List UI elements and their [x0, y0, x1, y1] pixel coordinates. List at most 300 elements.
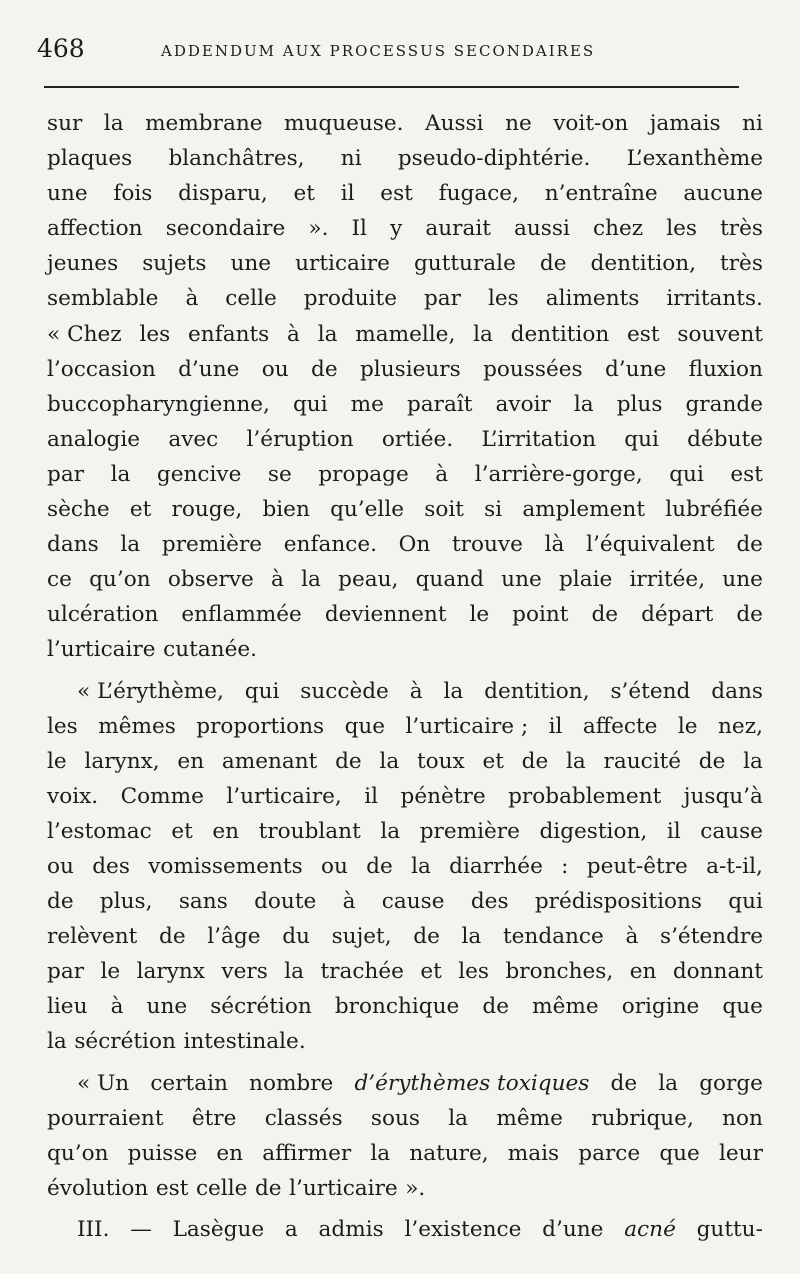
text-line — [47, 1212, 763, 1247]
word: larynx — [136, 959, 205, 985]
word: ». — [405, 1175, 426, 1201]
word: dentition, — [590, 251, 696, 277]
word: en — [177, 748, 205, 774]
word: nature, — [409, 1140, 489, 1166]
paragraph — [47, 106, 763, 668]
word: soit — [424, 497, 464, 523]
word: des — [92, 853, 130, 879]
word: gorge — [699, 1070, 763, 1096]
word: le — [469, 602, 490, 628]
word: bronchique — [334, 994, 460, 1020]
word: l’urticaire — [47, 637, 156, 663]
word: guttu- — [696, 1216, 763, 1242]
word: ou — [47, 853, 74, 879]
word: jeunes — [47, 251, 119, 277]
text-line — [47, 849, 763, 884]
page-number: 468 — [37, 34, 85, 63]
word: admis — [318, 1216, 384, 1242]
word: s’étend — [610, 678, 691, 704]
word: la — [301, 567, 321, 593]
word: être — [191, 1105, 237, 1131]
word: prédispositions — [534, 889, 702, 915]
running-title: ADDENDUM AUX PROCESSUS SECONDAIRES — [161, 42, 596, 60]
text-line — [47, 352, 763, 387]
word: sujet, — [331, 924, 392, 950]
word: la — [103, 111, 124, 136]
word: est — [155, 1175, 189, 1201]
word: première — [161, 532, 263, 558]
word: dentition, — [484, 678, 590, 704]
word: observe — [167, 567, 254, 593]
word: en — [212, 818, 240, 844]
word: origine — [621, 994, 700, 1020]
text-line — [47, 1066, 763, 1101]
word: très — [720, 216, 763, 242]
word: fugace, — [438, 181, 519, 207]
word: la — [658, 1070, 679, 1096]
word: jusqu’à — [683, 783, 763, 809]
word: enfance. — [283, 532, 377, 558]
word: qui — [292, 391, 328, 417]
word: fluxion — [688, 356, 763, 382]
word: poussées — [483, 356, 583, 382]
word: Il — [351, 216, 367, 242]
word: plaie — [558, 567, 613, 593]
word: celle — [225, 286, 277, 312]
word: a — [284, 1216, 298, 1242]
word: qui — [244, 678, 280, 704]
word: l’éruption — [246, 426, 354, 452]
word: leur — [718, 1140, 763, 1166]
word: les — [47, 713, 78, 739]
word: — — [130, 1216, 152, 1242]
word: il — [666, 818, 681, 844]
word: s’étendre — [659, 924, 763, 950]
text-line — [47, 281, 763, 316]
word: a-t-il, — [706, 853, 763, 879]
word: buccopharyngienne, — [47, 391, 270, 417]
word: mais — [507, 1140, 560, 1166]
word: de — [610, 1070, 638, 1096]
word: de — [521, 748, 549, 774]
word: Lasègue — [172, 1216, 265, 1242]
word: affection — [47, 216, 143, 242]
word: classés — [264, 1105, 343, 1131]
word: ulcération — [47, 602, 159, 628]
word: III. — [77, 1216, 110, 1242]
word: la — [379, 748, 400, 774]
word: ». — [308, 216, 329, 242]
text-line — [47, 562, 763, 597]
word: urticaire — [295, 251, 390, 277]
word: se — [267, 461, 292, 487]
text-line — [47, 884, 763, 919]
word: qui — [728, 889, 763, 915]
word: la — [317, 321, 338, 347]
word: ce — [47, 567, 72, 593]
word: il — [340, 181, 355, 207]
word: la — [443, 678, 464, 704]
word: la — [473, 321, 493, 347]
word: le — [677, 713, 698, 739]
word: souvent — [677, 321, 763, 347]
word: troublant — [258, 818, 361, 844]
word: aliments — [545, 286, 640, 312]
word: aussi — [514, 216, 570, 242]
word: par — [47, 461, 85, 487]
word: la — [743, 748, 763, 774]
word: larynx, — [84, 748, 160, 774]
word: à — [409, 678, 423, 704]
word: point — [512, 602, 569, 628]
word: gencive — [156, 461, 242, 487]
word: de — [736, 602, 763, 628]
word: à — [185, 286, 199, 312]
word: la — [448, 1105, 469, 1131]
word: grande — [685, 391, 763, 417]
word: les — [488, 286, 519, 312]
text-line — [47, 709, 763, 744]
word: que — [659, 1140, 700, 1166]
word: qui — [669, 461, 704, 487]
word: peau, — [338, 567, 399, 593]
word: nombre — [249, 1070, 334, 1096]
text-line — [47, 1171, 763, 1206]
word: la — [573, 391, 594, 417]
word: de — [159, 924, 186, 950]
word: ne — [505, 111, 532, 136]
word: sèche — [47, 497, 110, 523]
word: nez, — [718, 713, 763, 739]
word: plusieurs — [359, 356, 461, 382]
word: fois — [113, 181, 153, 207]
word: gutturale — [413, 251, 516, 277]
word: mêmes — [98, 713, 176, 739]
word: dentition — [510, 321, 610, 347]
word: me — [350, 391, 384, 417]
word: bronches, — [505, 959, 614, 985]
word: à — [287, 321, 300, 347]
text-line — [47, 989, 763, 1024]
word: pseudo-diphtérie. — [397, 146, 591, 172]
word: enfants — [188, 321, 270, 347]
word: l’urticaire, — [226, 783, 342, 809]
text-line — [47, 317, 763, 352]
word: d’une — [604, 356, 667, 382]
word: qu’on — [47, 1140, 109, 1166]
word: Comme — [120, 783, 204, 809]
text-line — [47, 387, 763, 422]
word: vomissements — [148, 853, 303, 879]
word: peut-être — [586, 853, 688, 879]
word: la — [110, 461, 131, 487]
word: il — [548, 713, 563, 739]
word: n’entraîne — [544, 181, 658, 207]
word: une — [230, 251, 272, 277]
word: l’estomac — [47, 818, 152, 844]
word: et — [420, 959, 442, 985]
word: de — [254, 1175, 282, 1201]
word: trouve — [452, 532, 523, 558]
paragraph — [47, 1212, 763, 1247]
word: ou — [261, 356, 289, 382]
word: pourraient — [47, 1105, 164, 1131]
word: du — [282, 924, 310, 950]
text-line — [47, 527, 763, 562]
word: bien — [262, 497, 310, 523]
word: rubrique, — [591, 1105, 694, 1131]
word: amenant — [221, 748, 318, 774]
word: rouge, — [171, 497, 243, 523]
word: par — [423, 286, 462, 312]
text-line — [47, 176, 763, 211]
word: à — [342, 889, 356, 915]
word: : — [561, 853, 569, 879]
text-line — [47, 954, 763, 989]
text-line — [47, 779, 763, 814]
word: ou — [320, 853, 348, 879]
word: la — [284, 959, 305, 985]
word: une — [722, 567, 763, 593]
word: il — [364, 783, 379, 809]
word: dans — [47, 532, 99, 558]
word: le — [100, 959, 121, 985]
word: voit-on — [553, 111, 629, 136]
word: « L’érythème, — [77, 678, 224, 704]
paragraph — [47, 1066, 763, 1206]
word: « Un — [77, 1070, 130, 1096]
word: la — [120, 532, 141, 558]
word: analogie — [47, 426, 141, 452]
word: de — [335, 748, 362, 774]
word: de — [47, 889, 74, 915]
word: à — [435, 461, 449, 487]
word: l’arrière-gorge, — [474, 461, 643, 487]
text-line — [47, 1136, 763, 1171]
word: membrane — [145, 111, 263, 136]
word: ni — [742, 111, 763, 136]
word: de — [366, 853, 393, 879]
word: aucune — [683, 181, 763, 207]
text-line — [47, 106, 763, 141]
word: intestinale. — [183, 1029, 306, 1055]
word: L’exanthème — [626, 146, 763, 172]
word: muqueuse. — [283, 111, 404, 136]
word: disparu, — [178, 181, 268, 207]
word: qu’elle — [330, 497, 405, 523]
word: voix. — [47, 783, 99, 809]
word: On — [398, 532, 431, 558]
text-line — [47, 246, 763, 281]
word: paraît — [406, 391, 473, 417]
paragraph — [47, 674, 763, 1060]
word: raucité — [603, 748, 682, 774]
word: à — [271, 567, 284, 593]
text-line — [47, 814, 763, 849]
word: une — [501, 567, 542, 593]
word: les — [458, 959, 490, 985]
text-line — [47, 919, 763, 954]
page-header — [37, 34, 737, 74]
word: une — [47, 181, 88, 207]
word: sans — [178, 889, 228, 915]
word: les — [139, 321, 171, 347]
word: tendance — [502, 924, 604, 950]
word: l’urticaire ; — [405, 713, 529, 739]
text-line — [47, 674, 763, 709]
word: mamelle, — [355, 321, 456, 347]
word: évolution — [47, 1175, 149, 1201]
text-line — [47, 1101, 763, 1136]
word: secondaire — [165, 216, 286, 242]
word: affirmer — [262, 1140, 352, 1166]
word: le — [47, 748, 67, 774]
text-line — [47, 211, 763, 246]
word: acné — [624, 1216, 676, 1242]
word: première — [419, 818, 520, 844]
word: même — [532, 994, 599, 1020]
word: jamais — [649, 111, 721, 136]
word: à — [110, 994, 124, 1020]
word: en — [216, 1140, 244, 1166]
word: débute — [687, 426, 763, 452]
word: irritants. — [666, 286, 763, 312]
word: et — [482, 748, 504, 774]
word: l’existence — [404, 1216, 522, 1242]
word: amplement — [522, 497, 646, 523]
word: L’irritation — [481, 426, 596, 452]
word: de — [482, 994, 510, 1020]
word: sujets — [142, 251, 207, 277]
word: est — [380, 181, 413, 207]
word: départ — [641, 602, 714, 628]
word: et — [293, 181, 315, 207]
word: les — [666, 216, 698, 242]
word: digestion, — [539, 818, 648, 844]
word: de — [311, 356, 338, 382]
word: de — [413, 924, 440, 950]
word: la — [380, 818, 401, 844]
word: sécrétion — [74, 1029, 176, 1055]
word: à — [625, 924, 639, 950]
word: de — [736, 532, 763, 558]
word: lieu — [47, 994, 88, 1020]
header-rule — [44, 86, 739, 88]
word: que — [344, 713, 386, 739]
word: diarrhée — [449, 853, 543, 879]
word: et — [171, 818, 193, 844]
word: que — [722, 994, 763, 1020]
word: plus — [616, 391, 663, 417]
word: cause — [700, 818, 763, 844]
word: sécrétion — [210, 994, 312, 1020]
word: doute — [254, 889, 317, 915]
text-line — [47, 141, 763, 176]
word: affecte — [582, 713, 658, 739]
word: semblable — [47, 286, 159, 312]
word: puisse — [127, 1140, 198, 1166]
word: chez — [592, 216, 644, 242]
body-text — [47, 106, 763, 1247]
word: très — [720, 251, 763, 277]
word: certain — [150, 1070, 228, 1096]
word: y — [390, 216, 403, 242]
word: pénètre — [400, 783, 486, 809]
word: la — [411, 853, 431, 879]
word: aurait — [425, 216, 491, 242]
word: d’une — [542, 1216, 604, 1242]
word: proportions — [196, 713, 325, 739]
word: la — [461, 924, 482, 950]
word: celle — [195, 1175, 248, 1201]
text-line — [47, 422, 763, 457]
word: là — [544, 532, 565, 558]
word: si — [484, 497, 503, 523]
word: l’occasion — [47, 356, 156, 382]
word: ni — [340, 146, 362, 172]
word: « Chez — [47, 321, 122, 347]
word: parce — [578, 1140, 641, 1166]
word: est — [730, 461, 763, 487]
text-line — [47, 632, 763, 667]
word: ortiée. — [381, 426, 454, 452]
word: lubréfiée — [665, 497, 763, 523]
word: produite — [303, 286, 397, 312]
word: des — [470, 889, 509, 915]
word: cutanée. — [163, 637, 257, 663]
word: trachée — [320, 959, 404, 985]
word: irritée, — [629, 567, 706, 593]
word: la — [47, 1029, 67, 1055]
word: enflammée — [181, 602, 302, 628]
word: sous — [370, 1105, 420, 1131]
word: de — [591, 602, 619, 628]
word: de — [698, 748, 726, 774]
word: qu’on — [89, 567, 151, 593]
word: plus, — [99, 889, 153, 915]
word: vers — [221, 959, 268, 985]
word: d’une — [178, 356, 240, 382]
word: l’âge — [207, 924, 261, 950]
word: de — [539, 251, 567, 277]
word: l’équivalent — [586, 532, 715, 558]
word: plaques — [47, 146, 133, 172]
word: avec — [168, 426, 219, 452]
word: quand — [415, 567, 484, 593]
text-line — [47, 1024, 763, 1059]
word: même — [496, 1105, 563, 1131]
word: deviennent — [324, 602, 447, 628]
word: non — [722, 1105, 763, 1131]
word: cause — [381, 889, 445, 915]
word: blanchâtres, — [168, 146, 305, 172]
word: d’érythèmes toxiques — [354, 1070, 590, 1096]
word: qui — [624, 426, 659, 452]
word: en — [629, 959, 657, 985]
text-line — [47, 457, 763, 492]
word: donnant — [672, 959, 763, 985]
word: relèvent — [47, 924, 138, 950]
word: Aussi — [425, 111, 484, 136]
word: succède — [300, 678, 389, 704]
word: est — [627, 321, 660, 347]
word: une — [146, 994, 188, 1020]
text-line — [47, 744, 763, 779]
word: sur — [47, 111, 83, 136]
text-line — [47, 492, 763, 527]
word: par — [47, 959, 85, 985]
word: dans — [711, 678, 763, 704]
